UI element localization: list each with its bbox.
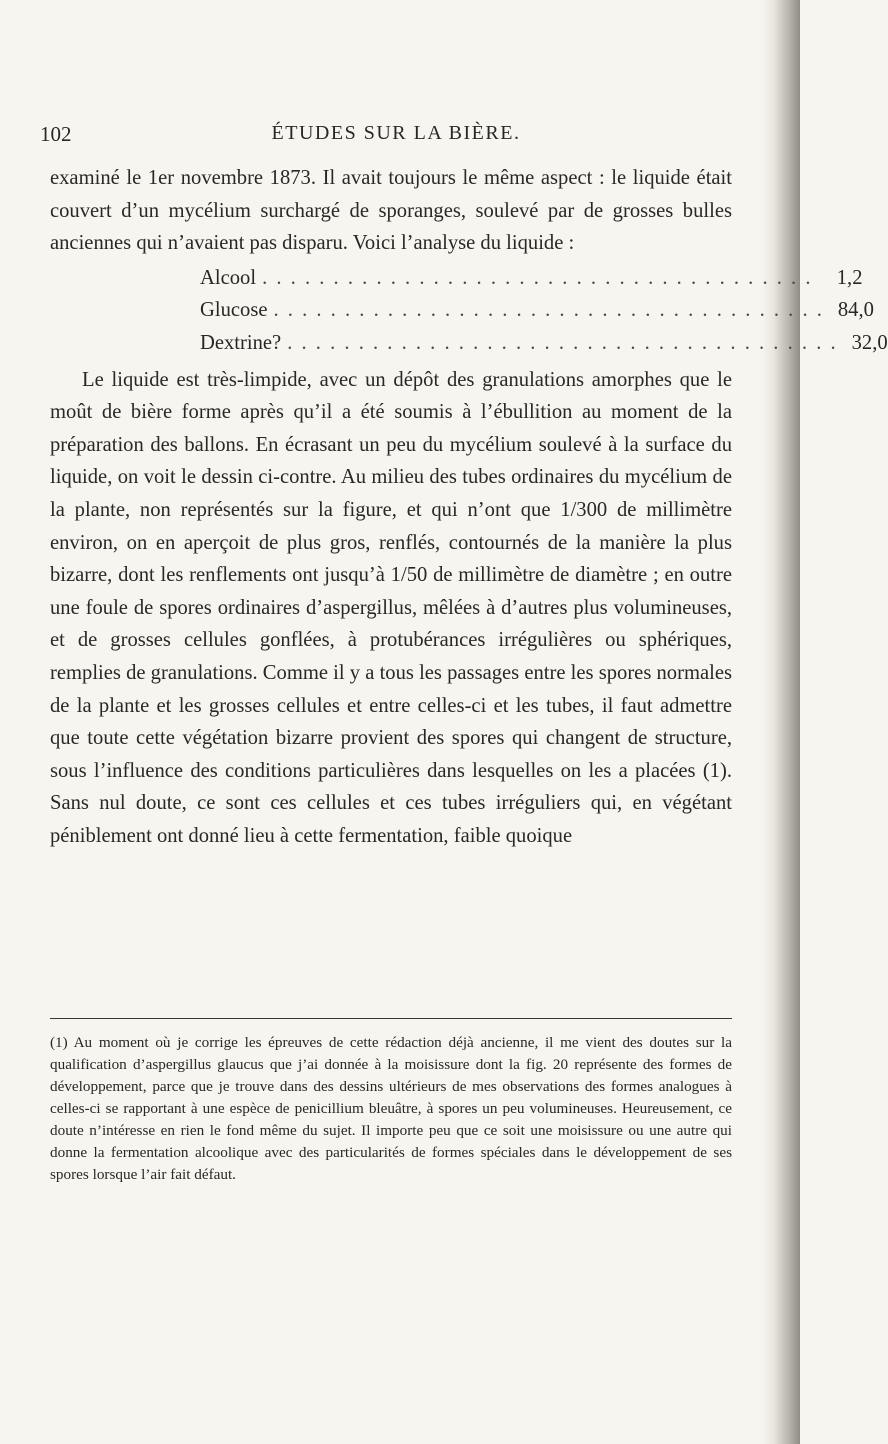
body-text: [50, 162, 888, 852]
analysis-row-dextrine: [200, 327, 888, 360]
leader-dots: . . . . . . . . . . . . . . . . . . . . . . . . . . . . . . . . . . . . . . .: [273, 299, 824, 322]
intro-paragraph: examiné le 1er novembre 1873. Il avait toujours le même aspect : le liquide était couvert d’un mycélium surchargé de sporanges, soulevé par de grosses bulles anciennes qui n’avaient pas disparu. Voici l’analyse du liquide :: [50, 167, 732, 255]
page-edge-shadow: [762, 0, 800, 1444]
main-paragraph: Le liquide est très-limpide, avec un dépôt des granulations amorphes que le moût de bière forme après qu’il a été soumis à l’ébullition au moment de la préparation des ballons. En écrasant un peu du mycélium soulevé à la surface du liquide, on voit le dessin ci-contre. Au milieu des tubes ordinaires du mycélium de la plante, non représentés sur la figure, et qui n’ont que 1/300 de millimètre environ, on en aperçoit de plus gros, renflés, contournés de la manière la plus bizarre, dont les renflements ont jusqu’à 1/50 de millimètre de diamètre ; en outre une foule de spores ordinaires d’aspergillus, mêlées à d’autres plus volumineuses, et de grosses cellules gonflées, à protubérances irrégulières ou sphériques, remplies de granulations. Comme il y a tous les passages entre les spores normales de la plante et les grosses cellules et entre celles-ci et les tubes, il faut admettre que toute cette végétation bizarre provient des spores qui changent de structure, sous l’influence des conditions particulières dans lesquelles on les a placées (1). Sans nul doute, ce sont ces cellules et ces tubes irréguliers qui, en végétant péniblement ont donné lieu à cette fermentation, faible quoique: [50, 368, 732, 847]
leader-dots: . . . . . . . . . . . . . . . . . . . . . . . . . . . . . . . . . . . . . . .: [262, 266, 813, 289]
analysis-table: [200, 262, 888, 360]
footnote: [50, 1032, 732, 1186]
analysis-label: Dextrine?: [200, 331, 282, 354]
running-title: ÉTUDES SUR LA BIÈRE.: [271, 122, 521, 144]
footnote-rule: [50, 1018, 732, 1019]
analysis-value: 84,0: [837, 299, 874, 322]
analysis-row-alcool: [200, 262, 863, 295]
analysis-row-glucose: [200, 294, 874, 327]
footnote-text: (1) Au moment où je corrige les épreuves de cette rédaction déjà ancienne, il me vient des doutes sur la qualification d’aspergillus glaucus que j’ai donnée à la moisissure dont la fig. 20 représente des formes de développement, parce que je trouve dans des dessins ultérieurs de mes observations des formes analogues à celles-ci se rapportant à une espèce de penicillium bleuâtre, à spores un peu volumineuses. Heureusement, ce doute n’intéresse en rien le fond même du sujet. Il importe peu que ce soit une moisissure ou une autre qui donne la fermentation alcoolique avec des particularités de formes spéciales dans le développement de ses spores lorsque l’air fait défaut.: [50, 1034, 732, 1183]
analysis-label: Glucose: [200, 299, 268, 322]
analysis-value: 32,0: [851, 331, 888, 354]
page-number: 102: [40, 122, 72, 146]
analysis-value: 1,2: [836, 266, 863, 289]
page-header: [40, 122, 752, 152]
leader-dots: . . . . . . . . . . . . . . . . . . . . . . . . . . . . . . . . . . . . . . .: [287, 331, 838, 354]
analysis-label: Alcool: [200, 266, 257, 289]
